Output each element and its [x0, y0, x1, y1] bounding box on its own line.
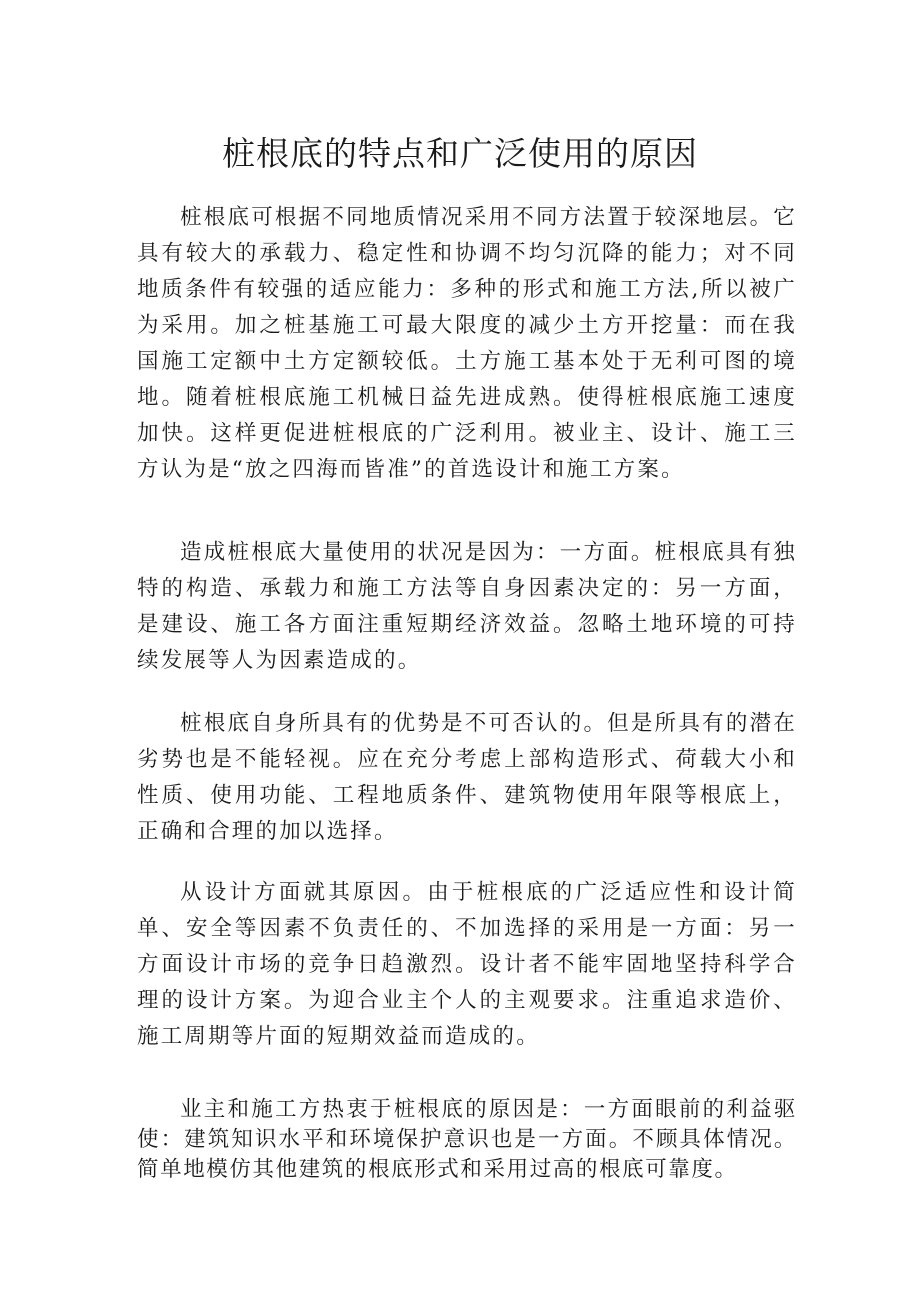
paragraph-3: 桩根底自身所具有的优势是不可否认的。但是所具有的潜在劣势也是不能轻视。应在充分考虑上部构造形式、荷载大小和性质、使用功能、工程地质条件、建筑物使用年限等根底上，正确和合理的加以选择。: [137, 711, 797, 844]
document-title: 桩根底的特点和广泛使用的原因: [222, 134, 698, 173]
paragraph-4: 从设计方面就其原因。由于桩根底的广泛适应性和设计简单、安全等因素不负责任的、不加选择的采用是一方面：另一方面设计市场的竞争日趋激烈。设计者不能牢固地坚持科学合理的设计方案。为迎合业主个人的主观要求。注重追求造价、施工周期等片面的短期效益而造成的。: [137, 880, 797, 1049]
paragraph-2: 造成桩根底大量使用的状况是因为：一方面。桩根底具有独特的构造、承载力和施工方法等自身因素决定的：另一方面，是建设、施工各方面注重短期经济效益。忽略土地环境的可持续发展等人为因素造成的。: [137, 540, 797, 673]
paragraph-1: 桩根底可根据不同地质情况采用不同方法置于较深地层。它具有较大的承载力、稳定性和协调不均匀沉降的能力；对不同地质条件有较强的适应能力：多种的形式和施工方法,所以被广为采用。加之桩基施工可最大限度的减少土方开挖量：而在我国施工定额中土方定额较低。土方施工基本处于无利可图的境地。随着桩根底施工机械日益先进成熟。使得桩根底施工速度加快。这样更促进桩根底的广泛利用。被业主、设计、施工三方认为是“放之四海而皆准”的首选设计和施工方案。: [137, 205, 797, 482]
paragraph-5: 业主和施工方热衷于桩根底的原因是：一方面眼前的利益驱使：建筑知识水平和环境保护意识也是一方面。不顾具体情况。简单地模仿其他建筑的根底形式和采用过高的根底可靠度。: [137, 1097, 797, 1182]
